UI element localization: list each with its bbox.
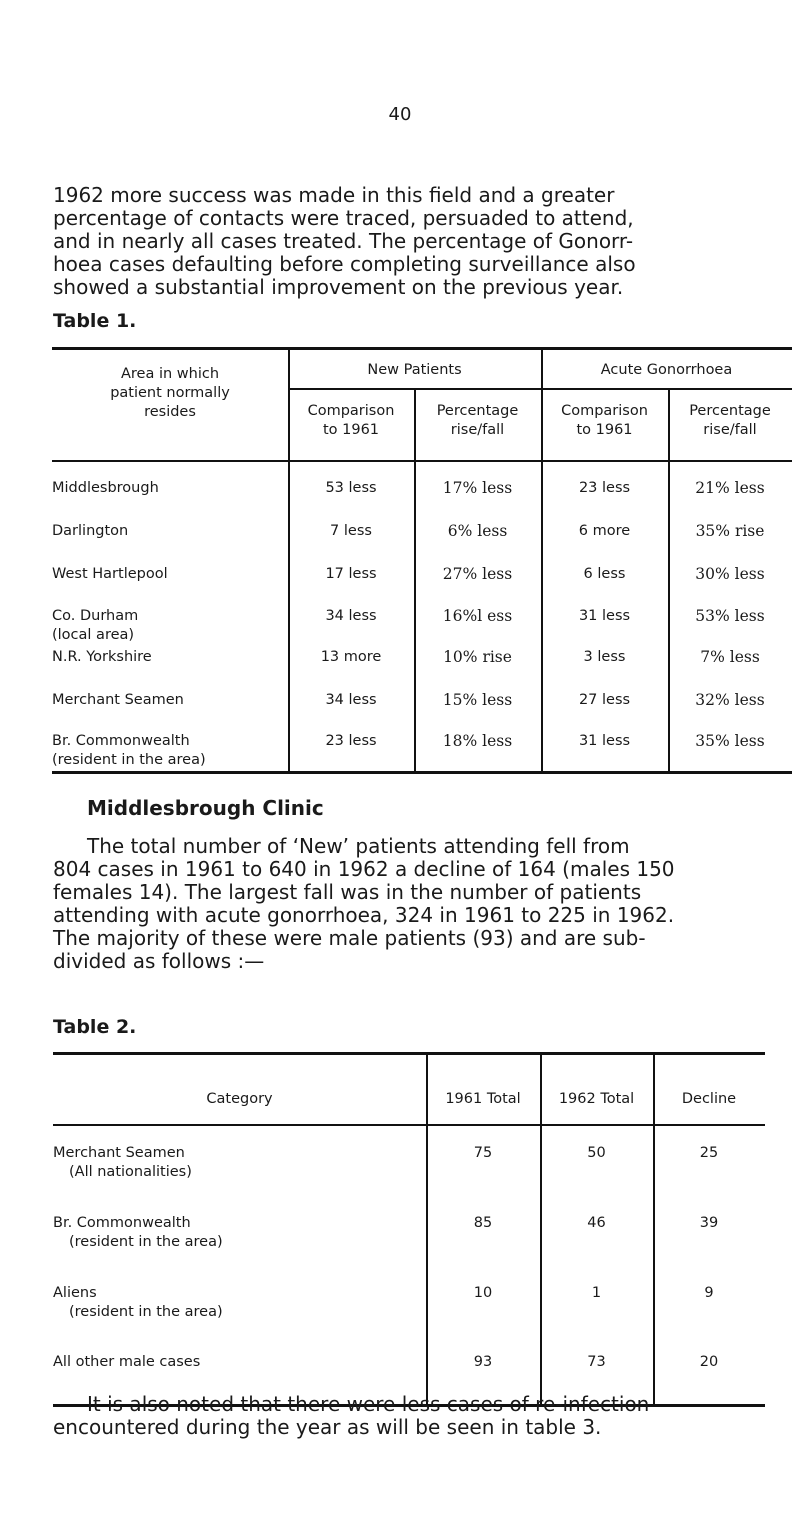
table1-cell-ag-percentage: 32% less [695,691,765,709]
table1-row-area: N.R. Yorkshire [52,649,152,665]
intro-line: hoea cases defaulting before completing surveillance also [53,252,636,276]
table1-label: Table 1. [53,310,137,332]
table1-cell-np-percentage: 15% less [442,691,513,709]
section-paragraph [53,835,773,973]
table1-cell-ag-comparison: 31 less [578,608,631,624]
table1-cell-np-percentage: 18% less [442,732,513,750]
table1-cell-ag-percentage: 30% less [695,565,765,583]
table1-header-percentage: Percentage rise/fall [689,403,771,438]
table1-row-area: West Hartlepool [52,566,168,582]
closing-line: encountered during the year as will be seen in table 3. [53,1415,602,1439]
table2-row-category: Br. Commonwealth (resident in the area) [53,1215,223,1250]
table1-cell-np-comparison: 53 less [325,480,377,496]
table1-row-area: Darlington [52,523,129,539]
table2-cell-1961: 75 [473,1145,493,1161]
section-line: 804 cases in 1961 to 640 in 1962 a decline of 164 (males 150 [53,857,675,881]
table1-row-area: Middlesbrough [52,480,159,496]
table1-cell-ag-percentage: 21% less [695,479,765,497]
section-line: females 14). The largest fall was in the number of patients [53,880,642,904]
table2-header-1961-total: 1961 Total [445,1091,521,1107]
closing-paragraph [53,1393,773,1439]
table1-header-percentage: Percentage rise/fall [436,403,519,438]
table1-cell-ag-comparison: 6 more [578,523,631,539]
table1-cell-ag-percentage: 7% less [700,648,760,666]
table2-header-rule [53,1124,765,1126]
table1-bottom-rule [52,771,792,774]
table2-cell-1962: 50 [587,1145,606,1161]
table1-cell-np-comparison: 17 less [325,566,377,582]
table2-top-rule [53,1052,765,1055]
table2-header-category: Category [206,1091,273,1107]
table1-cell-ag-percentage: 35% rise [695,522,765,540]
intro-paragraph [53,184,773,299]
table2-cell-decline: 20 [699,1354,719,1370]
table1-row-area: Br. Commonwealth (resident in the area) [52,733,206,768]
table2-header-decline: Decline [681,1091,737,1107]
table1-header-area: Area in which patient normally resides [110,366,230,420]
table1-cell-np-percentage: 17% less [442,479,513,497]
table1-cell-ag-comparison: 3 less [583,649,626,665]
section-line: The majority of these were male patients (93) and are sub- [53,926,646,950]
table2-header-1962-total: 1962 Total [558,1091,635,1107]
section-line: The total number of ‘New’ patients attending fell from [87,834,630,858]
table2 [53,1052,765,1407]
table1-cell-ag-comparison: 31 less [578,733,631,749]
table1-cell-ag-comparison: 6 less [583,566,626,582]
table1-header-comparison: Comparison to 1961 [307,403,395,438]
table1-cell-np-percentage: 10% rise [443,648,512,666]
table2-row-category: All other male cases [53,1354,201,1370]
table1-cell-np-comparison: 34 less [325,692,377,708]
table1-cell-ag-percentage: 53% less [695,607,765,625]
table1-cell-ag-percentage: 35% less [695,732,765,750]
table1-header-rule [52,460,792,462]
table2-cell-1961: 93 [473,1354,493,1370]
table2-cell-1961: 10 [473,1285,493,1301]
table2-row-category: Merchant Seamen (All nationalities) [53,1145,192,1180]
intro-line: showed a substantial improvement on the previous year. [53,275,624,299]
intro-line: 1962 more success was made in this field and a greater [53,183,615,207]
table1-cell-np-percentage: 6% less [447,522,508,540]
table1-cell-np-comparison: 34 less [325,608,377,624]
table2-cell-decline: 9 [704,1285,714,1301]
table1-cell-np-percentage: 27% less [442,565,513,583]
table2-label: Table 2. [53,1016,137,1038]
section-line: attending with acute gonorrhoea, 324 in 1961 to 225 in 1962. [53,903,675,927]
table2-row-category: Aliens (resident in the area) [53,1285,223,1320]
table2-cell-1962: 1 [591,1285,602,1301]
table2-cell-1961: 85 [473,1215,493,1231]
table1 [52,347,792,774]
table2-cell-1962: 73 [587,1354,606,1370]
section-line: divided as follows :— [53,949,265,973]
table1-cell-ag-comparison: 27 less [578,692,631,708]
table2-cell-decline: 25 [699,1145,719,1161]
table2-cell-decline: 39 [699,1215,719,1231]
closing-line: It is also noted that there were less cases of re-infection [87,1392,650,1416]
table1-cell-np-comparison: 7 less [330,523,372,539]
table1-top-rule [52,347,792,350]
intro-line: percentage of contacts were traced, persuaded to attend, [53,206,634,230]
table1-header-comparison: Comparison to 1961 [561,403,648,438]
table2-cell-1962: 46 [587,1215,606,1231]
table1-cell-np-comparison: 13 more [320,649,382,665]
table1-header-new-patients: New Patients [367,362,462,378]
table1-header-acute-gonorrhoea: Acute Gonorrhoea [600,362,733,378]
table1-cell-ag-comparison: 23 less [578,480,631,496]
table1-cell-np-comparison: 23 less [325,733,377,749]
section-heading: Middlesbrough Clinic [87,796,324,820]
intro-line: and in nearly all cases treated. The percentage of Gonorr- [53,229,634,253]
table1-row-area: Merchant Seamen [52,692,184,708]
table1-cell-np-percentage: 16%l ess [442,607,513,625]
table1-row-area: Co. Durham (local area) [52,608,139,643]
page-number: 40 [388,104,412,125]
